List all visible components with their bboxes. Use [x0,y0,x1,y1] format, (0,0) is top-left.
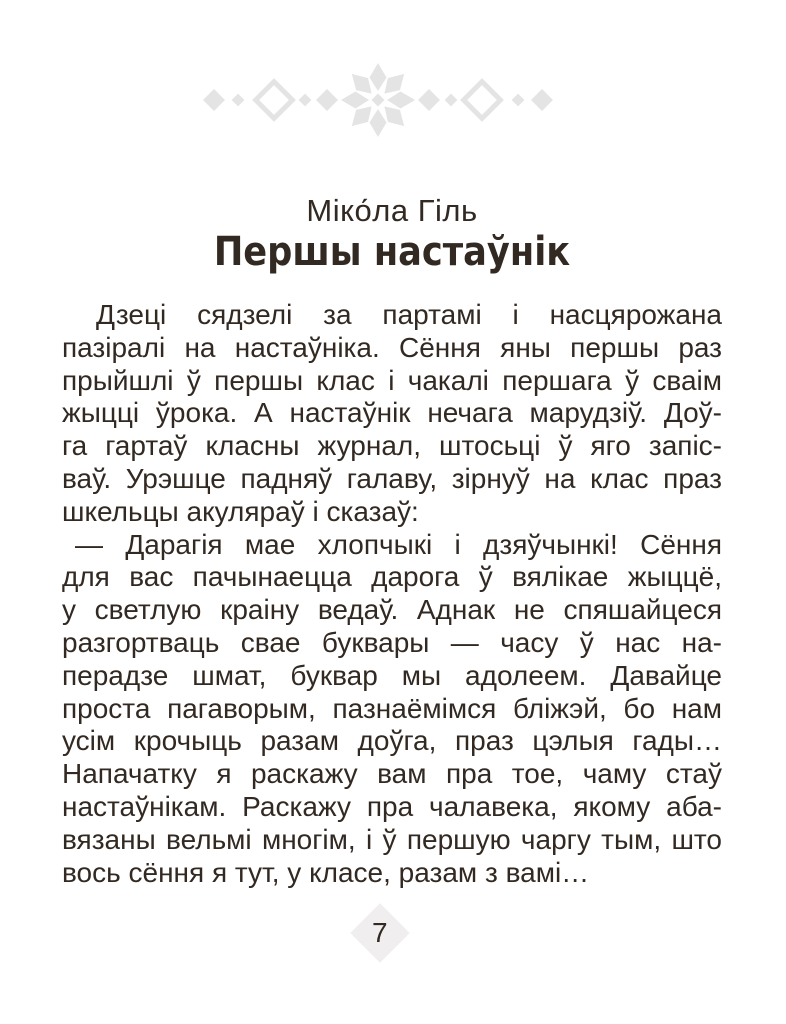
paragraph [62,529,722,890]
text-line: у светлую краіну ведаў. Аднак не спяшайцеся [62,594,722,626]
text-line: для вас пачынаецца дарога ў вялікае жыццё, [62,561,722,593]
story-title: Першы настаўнік [213,229,571,275]
text-line: шкельцы акуляраў і сказаў: [62,495,419,527]
text-line: разгортваць свае буквары — часу ў нас на- [62,626,722,658]
text-line: перадзе шмат, буквар мы адолеем. Давайце [62,659,722,691]
text-line: пазіралі на настаўніка. Сёння яны першы раз [62,331,722,363]
diamond-star-ornament-icon [198,60,558,140]
paragraph [62,299,722,529]
text-line: жыцці ўрока. А настаўнік нечага марудзіў. Доў- [62,397,722,429]
text-line: проста пагаворым, пазнаёмімся бліжэй, бо нам [62,692,722,724]
text-line: усім крочыць разам доўга, праз цэлыя гады… [62,725,722,757]
story-text [62,299,722,889]
text-line: вязаны вельмі многім, і ў першую чаргу тым, што [62,823,722,855]
text-line: настаўнікам. Раскажу пра чалавека, якому аба- [62,790,722,822]
text-line: ваў. Урэшце падняў галаву, зірнуў на клас праз [62,462,722,494]
page-number-diamond [350,903,409,962]
author-name: Міко́ла Гіль [306,193,478,228]
text-line: га гартаў класны журнал, штосьці ў яго запіс- [62,430,722,462]
text-line: Дзеці сядзелі за партамі і насцярожана [96,299,722,330]
text-line: — Дарагія мае хлопчыкі і дзяўчынкі! Сёння [75,528,722,560]
text-line: Напачатку я раскажу вам пра тое, чаму стаў [62,758,722,790]
page-number: 7 [372,916,388,948]
text-line: прыйшлі ў першы клас і чакалі першага ў сваім [62,364,722,396]
text-line: вось сёння я тут, у класе, разам з вамі… [62,856,590,888]
